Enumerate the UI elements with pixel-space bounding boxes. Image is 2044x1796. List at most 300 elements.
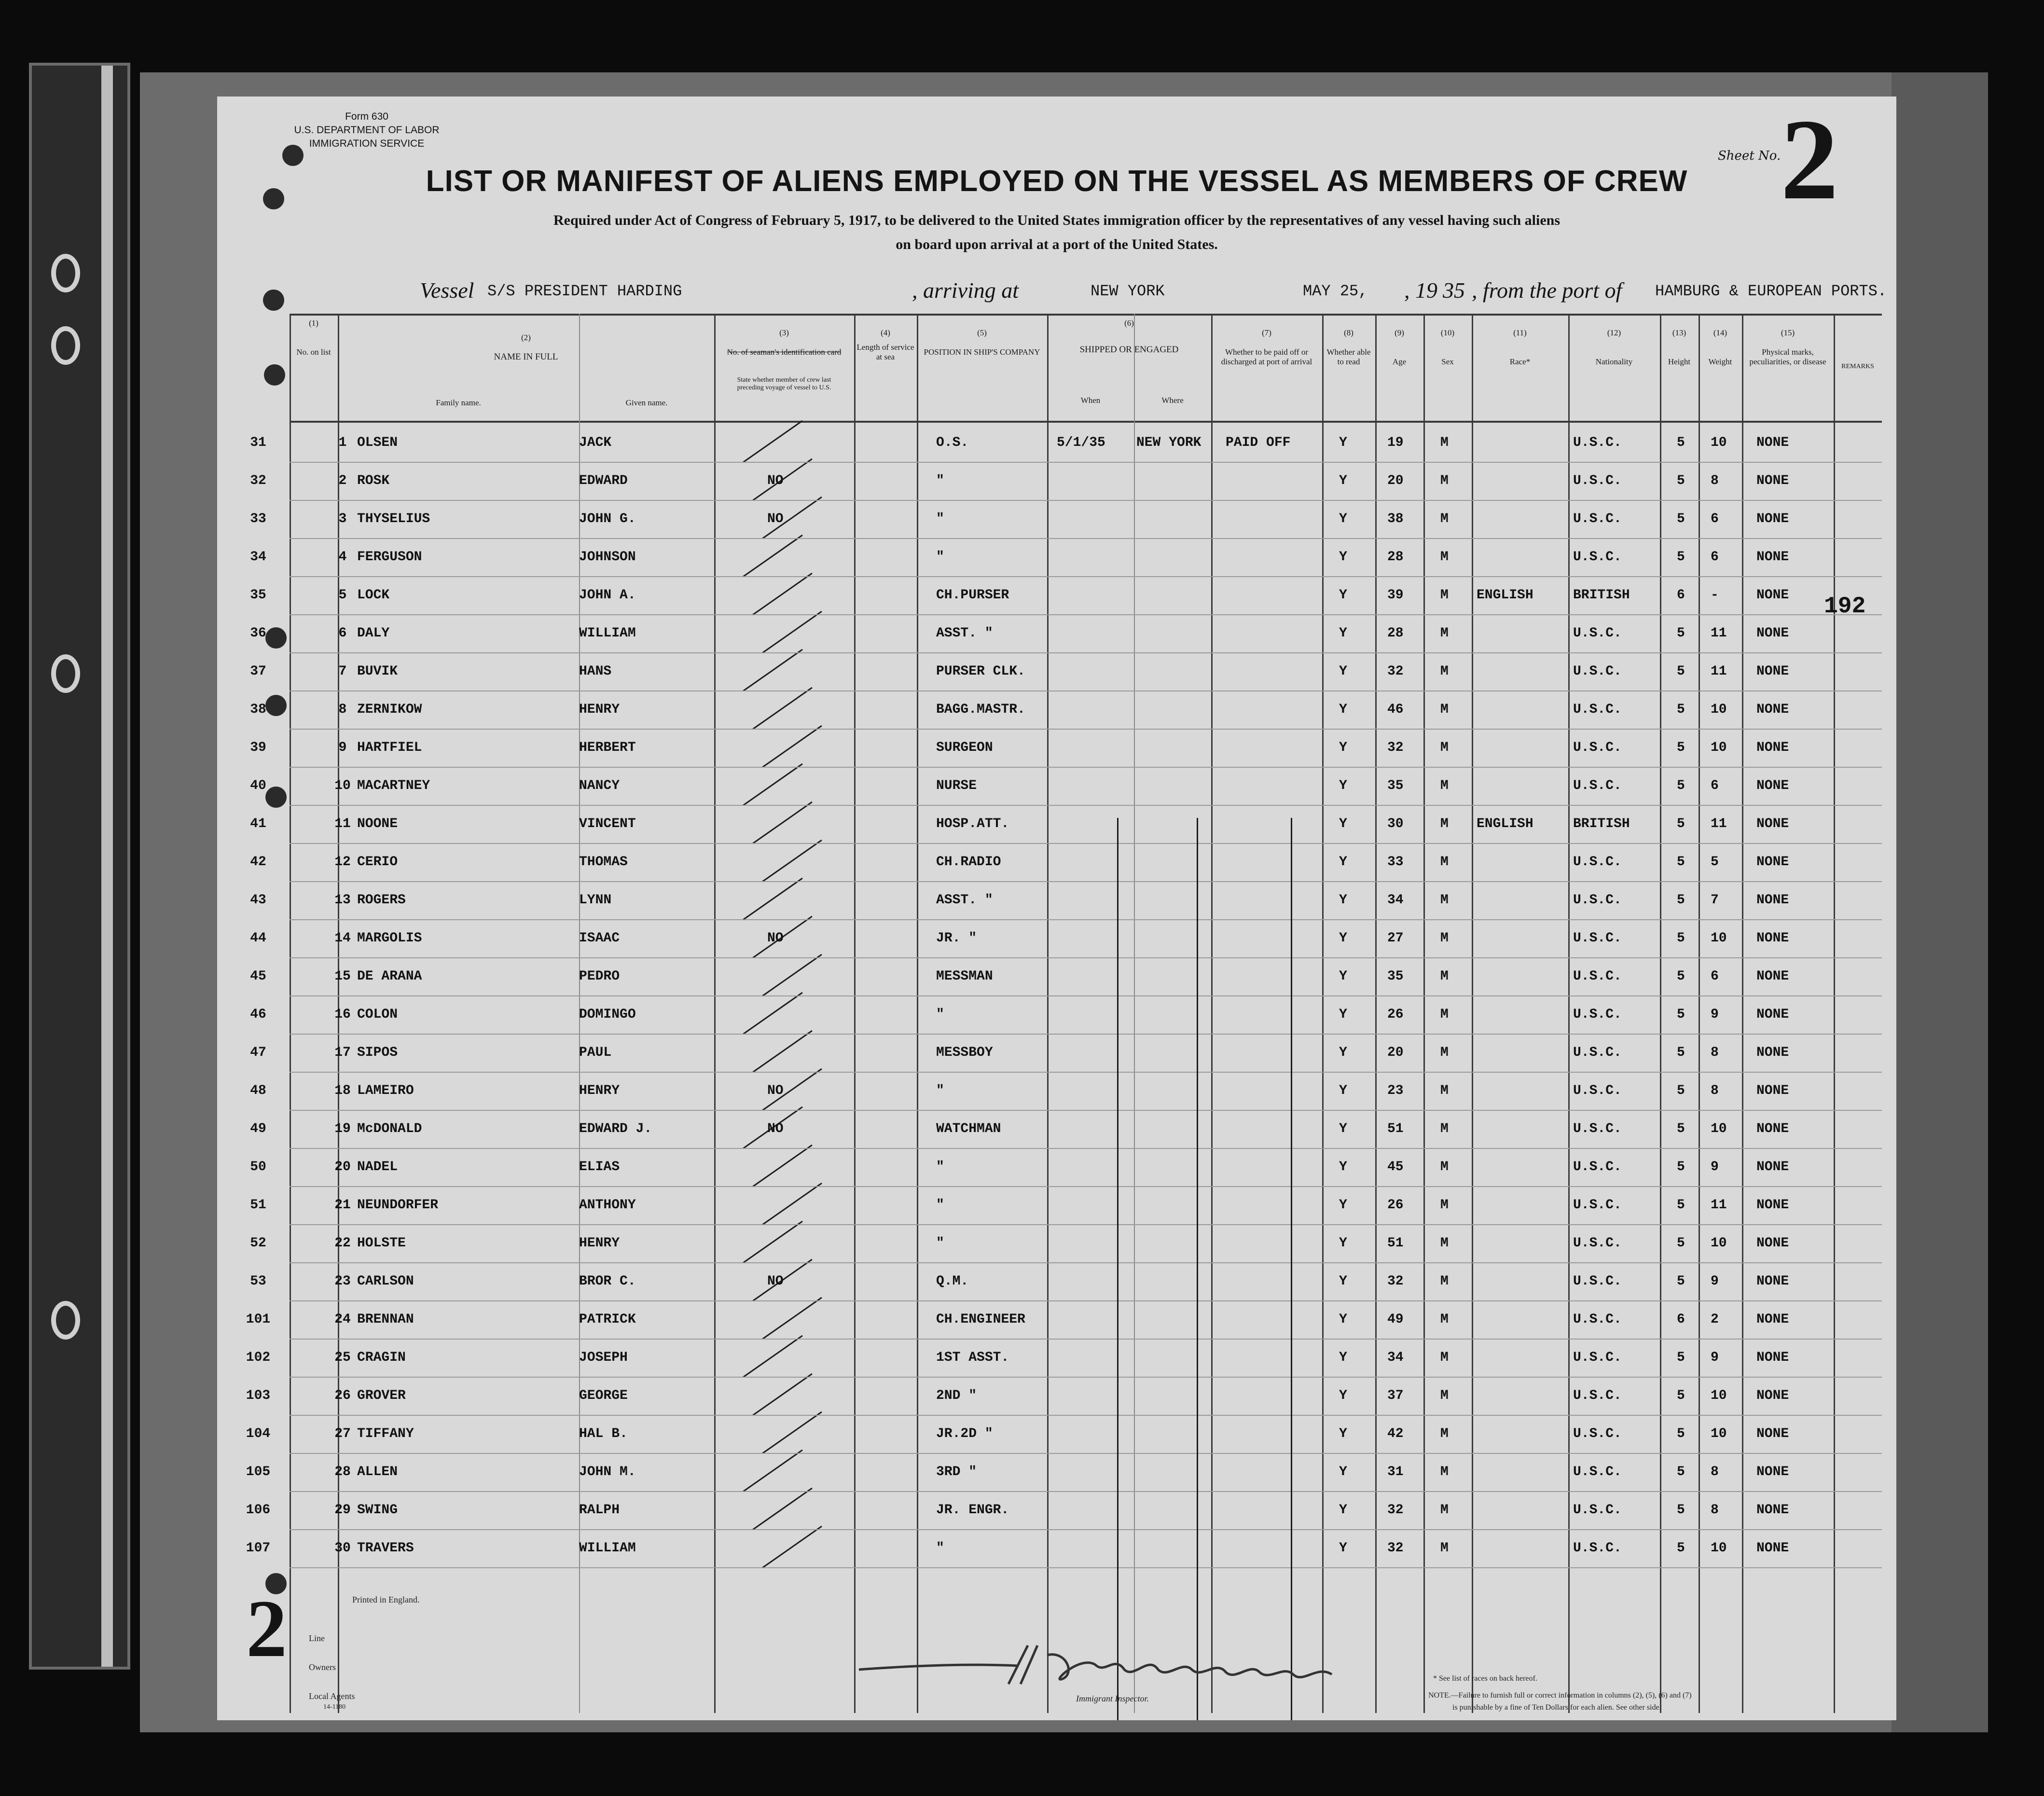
table-row	[250, 768, 1882, 806]
col-header-able-to-read: Whether able to read	[1326, 347, 1371, 366]
row-no-on-list: 29	[334, 1503, 351, 1518]
row-age: 26	[1387, 1007, 1404, 1022]
row-height: 5	[1677, 1541, 1685, 1556]
row-given-name: GEORGE	[579, 1388, 628, 1403]
binder-strip	[29, 63, 130, 1670]
row-able-to-read: Y	[1339, 626, 1347, 641]
row-position: "	[936, 1541, 944, 1556]
row-physical-marks: NONE	[1756, 1083, 1789, 1098]
row-position: JR.2D "	[936, 1426, 993, 1441]
row-able-to-read: Y	[1339, 702, 1347, 717]
row-sex: M	[1440, 893, 1449, 908]
col-header-family-name: Family name.	[436, 398, 481, 407]
row-nationality: U.S.C.	[1573, 1426, 1622, 1441]
table-row	[246, 1492, 1882, 1530]
row-physical-marks: NONE	[1756, 550, 1789, 565]
row-able-to-read: Y	[1339, 969, 1347, 984]
col-14-number: (14)	[1713, 328, 1727, 337]
row-physical-marks: NONE	[1756, 1350, 1789, 1365]
local-agents-label: Local Agents	[309, 1691, 355, 1701]
row-nationality: U.S.C.	[1573, 1121, 1622, 1136]
row-sex: M	[1440, 969, 1449, 984]
row-family-name: TIFFANY	[357, 1426, 414, 1441]
row-line-number: 52	[250, 1236, 266, 1251]
row-nationality: U.S.C.	[1573, 702, 1622, 717]
ditto-line-paid	[1291, 818, 1292, 1720]
row-nationality: BRITISH	[1573, 588, 1630, 603]
row-family-name: ZERNIKOW	[357, 702, 422, 717]
row-given-name: LYNN	[579, 893, 612, 908]
row-family-name: HARTFIEL	[357, 740, 422, 755]
row-given-name: THOMAS	[579, 855, 628, 870]
row-weight: 10	[1711, 435, 1727, 450]
row-able-to-read: Y	[1339, 1121, 1347, 1136]
row-line-number: 44	[250, 931, 266, 946]
row-able-to-read: Y	[1339, 1045, 1347, 1060]
row-height: 6	[1677, 1312, 1685, 1327]
table-row	[246, 1378, 1882, 1416]
row-family-name: HOLSTE	[357, 1236, 406, 1251]
row-given-name: JOHN M.	[579, 1464, 636, 1479]
header-top-rule	[290, 314, 1882, 316]
row-sex: M	[1440, 626, 1449, 641]
row-age: 45	[1387, 1160, 1404, 1174]
row-height: 5	[1677, 511, 1685, 526]
row-physical-marks: NONE	[1756, 1007, 1789, 1022]
row-age: 35	[1387, 969, 1404, 984]
binder-edge	[101, 66, 113, 1667]
row-physical-marks: NONE	[1756, 664, 1789, 679]
row-able-to-read: Y	[1339, 855, 1347, 870]
row-height: 5	[1677, 778, 1685, 793]
subtitle-line-2: on board upon arrival at a port of the United States.	[896, 236, 1218, 252]
owners-label: Owners	[309, 1662, 336, 1672]
row-line-number: 46	[250, 1007, 266, 1022]
row-physical-marks: NONE	[1756, 969, 1789, 984]
row-sex: M	[1440, 588, 1449, 603]
row-given-name: WILLIAM	[579, 626, 636, 641]
col-header-name-in-full: NAME IN FULL	[494, 352, 558, 362]
row-weight: 6	[1711, 778, 1719, 793]
col-7-number: (7)	[1262, 328, 1271, 337]
row-rule	[290, 1567, 1882, 1568]
row-height: 5	[1677, 1198, 1685, 1213]
row-line-number: 31	[250, 435, 266, 450]
row-line-number: 43	[250, 893, 266, 908]
row-position: "	[936, 473, 944, 488]
row-age: 19	[1387, 435, 1404, 450]
col-header-given-name: Given name.	[625, 398, 668, 407]
row-given-name: HENRY	[579, 1083, 620, 1098]
row-height: 5	[1677, 893, 1685, 908]
row-weight: 11	[1711, 626, 1727, 641]
row-nationality: U.S.C.	[1573, 969, 1622, 984]
row-sex: M	[1440, 931, 1449, 946]
row-no-on-list: 19	[334, 1121, 351, 1136]
row-previous-voyage: NO	[767, 1121, 784, 1136]
row-line-number: 33	[250, 511, 266, 526]
row-line-number: 105	[246, 1464, 271, 1479]
col-15-number: (15)	[1781, 328, 1795, 337]
table-row	[250, 691, 1882, 730]
row-position: SURGEON	[936, 740, 993, 755]
row-physical-marks: NONE	[1756, 855, 1789, 870]
row-age: 32	[1387, 1541, 1404, 1556]
row-weight: 8	[1711, 1464, 1719, 1479]
row-nationality: U.S.C.	[1573, 1274, 1622, 1289]
row-line-number: 51	[250, 1198, 266, 1213]
row-nationality: U.S.C.	[1573, 511, 1622, 526]
col-header-nationality: Nationality	[1595, 357, 1633, 366]
row-given-name: VINCENT	[579, 816, 636, 831]
row-nationality: U.S.C.	[1573, 1007, 1622, 1022]
binder-ring	[51, 654, 80, 693]
row-weight: 10	[1711, 931, 1727, 946]
row-sex: M	[1440, 435, 1449, 450]
row-physical-marks: NONE	[1756, 1121, 1789, 1136]
row-family-name: TRAVERS	[357, 1541, 414, 1556]
row-no-on-list: 23	[334, 1274, 351, 1289]
table-row	[250, 958, 1882, 996]
col-header-sex: Sex	[1441, 357, 1454, 366]
row-age: 32	[1387, 740, 1404, 755]
row-family-name: BRENNAN	[357, 1312, 414, 1327]
vessel-line	[420, 277, 1887, 306]
row-able-to-read: Y	[1339, 1160, 1347, 1174]
row-family-name: SWING	[357, 1503, 398, 1518]
row-nationality: U.S.C.	[1573, 1464, 1622, 1479]
row-age: 38	[1387, 511, 1404, 526]
row-position: "	[936, 1007, 944, 1022]
row-age: 31	[1387, 1464, 1404, 1479]
row-line-number: 35	[250, 588, 266, 603]
row-given-name: ANTHONY	[579, 1198, 636, 1213]
row-no-on-list: 14	[334, 931, 351, 946]
row-position: BAGG.MASTR.	[936, 702, 1025, 717]
inspector-label: Immigrant Inspector.	[1076, 1694, 1149, 1703]
table-row	[250, 844, 1882, 882]
row-sex: M	[1440, 1160, 1449, 1174]
row-position: "	[936, 550, 944, 565]
row-no-on-list: 18	[334, 1083, 351, 1098]
row-race: ENGLISH	[1477, 588, 1533, 603]
table-row	[246, 1530, 1882, 1568]
row-no-on-list: 11	[334, 816, 351, 831]
back-page-edge	[1892, 72, 1988, 1732]
row-family-name: ROSK	[357, 473, 390, 488]
row-line-number: 107	[246, 1541, 271, 1556]
table-row	[250, 1263, 1882, 1301]
row-age: 20	[1387, 1045, 1404, 1060]
col-header-shipped-or-engaged: SHIPPED OR ENGAGED	[1079, 345, 1179, 355]
row-given-name: BROR C.	[579, 1274, 636, 1289]
row-given-name: PATRICK	[579, 1312, 636, 1327]
row-height: 5	[1677, 1160, 1685, 1174]
row-position: MESSBOY	[936, 1045, 993, 1060]
row-able-to-read: Y	[1339, 435, 1347, 450]
row-shipped-when: 5/1/35	[1057, 435, 1105, 450]
row-no-on-list: 7	[338, 664, 347, 679]
row-sex: M	[1440, 550, 1449, 565]
row-weight: 10	[1711, 1388, 1727, 1403]
row-age: 51	[1387, 1236, 1404, 1251]
row-weight: 9	[1711, 1350, 1719, 1365]
row-family-name: CRAGIN	[357, 1350, 406, 1365]
row-sex: M	[1440, 1503, 1449, 1518]
row-nationality: U.S.C.	[1573, 1198, 1622, 1213]
row-able-to-read: Y	[1339, 1464, 1347, 1479]
row-no-on-list: 10	[334, 778, 351, 793]
row-height: 5	[1677, 626, 1685, 641]
col-header-age: Age	[1392, 357, 1407, 366]
row-height: 5	[1677, 702, 1685, 717]
row-no-on-list: 15	[334, 969, 351, 984]
table-row	[246, 1454, 1882, 1492]
row-height: 5	[1677, 1388, 1685, 1403]
row-nationality: U.S.C.	[1573, 1045, 1622, 1060]
row-weight: 11	[1711, 664, 1727, 679]
row-weight: 7	[1711, 893, 1719, 908]
row-height: 5	[1677, 855, 1685, 870]
row-position: "	[936, 1198, 944, 1213]
row-physical-marks: NONE	[1756, 1426, 1789, 1441]
row-sex: M	[1440, 1007, 1449, 1022]
row-weight: 6	[1711, 550, 1719, 565]
col-header-physical-marks: Physical marks, peculiarities, or disease	[1749, 347, 1826, 366]
row-family-name: NEUNDORFER	[357, 1198, 439, 1213]
row-given-name: HENRY	[579, 702, 620, 717]
department-name: U.S. DEPARTMENT OF LABOR	[294, 124, 440, 136]
row-line-number: 36	[250, 626, 266, 641]
row-given-name: JOHNSON	[579, 550, 636, 565]
col-12-number: (12)	[1607, 328, 1621, 337]
row-position: 2ND "	[936, 1388, 977, 1403]
vessel-name: S/S PRESIDENT HARDING	[487, 282, 682, 300]
row-weight: 9	[1711, 1274, 1719, 1289]
row-no-on-list: 30	[334, 1541, 351, 1556]
row-physical-marks: NONE	[1756, 893, 1789, 908]
row-height: 5	[1677, 473, 1685, 488]
row-position: ASST. "	[936, 893, 993, 908]
row-previous-voyage: NO	[767, 1274, 784, 1289]
col-header-height: Height	[1668, 357, 1691, 366]
page-title: LIST OR MANIFEST OF ALIENS EMPLOYED ON THE VESSEL AS MEMBERS OF CREW	[426, 165, 1688, 198]
table-row	[250, 1111, 1882, 1149]
row-physical-marks: NONE	[1756, 1388, 1789, 1403]
row-able-to-read: Y	[1339, 931, 1347, 946]
table-row	[250, 730, 1882, 768]
row-no-on-list: 24	[334, 1312, 351, 1327]
row-physical-marks: NONE	[1756, 1464, 1789, 1479]
col-header-length-of-service: Length of service at sea	[856, 343, 914, 361]
table-row	[246, 1416, 1882, 1454]
row-sex: M	[1440, 778, 1449, 793]
col-header-when: When	[1080, 396, 1101, 405]
row-position: MESSMAN	[936, 969, 993, 984]
row-position: HOSP.ATT.	[936, 816, 1009, 831]
row-sex: M	[1440, 702, 1449, 717]
arriving-label: , arriving at	[912, 278, 1019, 303]
row-height: 5	[1677, 816, 1685, 831]
table-row	[246, 1340, 1882, 1378]
row-position: JR. ENGR.	[936, 1503, 1009, 1518]
row-weight: 5	[1711, 855, 1719, 870]
row-able-to-read: Y	[1339, 1236, 1347, 1251]
row-able-to-read: Y	[1339, 1007, 1347, 1022]
row-line-number: 41	[250, 816, 266, 831]
row-height: 5	[1677, 1045, 1685, 1060]
row-line-number: 39	[250, 740, 266, 755]
row-able-to-read: Y	[1339, 1083, 1347, 1098]
col-5-number: (5)	[977, 328, 987, 337]
row-no-on-list: 20	[334, 1160, 351, 1174]
row-able-to-read: Y	[1339, 1198, 1347, 1213]
row-given-name: ELIAS	[579, 1160, 620, 1174]
footer-big-number: 2	[246, 1583, 287, 1674]
arrival-year: 35	[1443, 278, 1465, 303]
row-able-to-read: Y	[1339, 588, 1347, 603]
row-no-on-list: 12	[334, 855, 351, 870]
row-sex: M	[1440, 1236, 1449, 1251]
row-physical-marks: NONE	[1756, 1045, 1789, 1060]
row-height: 5	[1677, 931, 1685, 946]
row-no-on-list: 2	[338, 473, 347, 488]
sheet-number: 2	[1781, 97, 1838, 223]
row-position: "	[936, 1083, 944, 1098]
row-sex: M	[1440, 1083, 1449, 1098]
row-family-name: BUVIK	[357, 664, 398, 679]
row-height: 5	[1677, 969, 1685, 984]
row-physical-marks: NONE	[1756, 1236, 1789, 1251]
row-age: 26	[1387, 1198, 1404, 1213]
row-weight: -	[1711, 588, 1719, 603]
row-sex: M	[1440, 816, 1449, 831]
footer-note-1: NOTE.—Failure to furnish full or correct information in columns (2), (5), (6) and (7)	[1428, 1691, 1692, 1699]
remarks-value: 192	[1824, 594, 1866, 620]
row-physical-marks: NONE	[1756, 1312, 1789, 1327]
row-family-name: CARLSON	[357, 1274, 414, 1289]
row-height: 5	[1677, 435, 1685, 450]
row-line-number: 38	[250, 702, 266, 717]
table-row	[250, 882, 1882, 920]
line-label: Line	[309, 1633, 325, 1643]
row-line-number: 102	[246, 1350, 271, 1365]
row-position: CH.ENGINEER	[936, 1312, 1025, 1327]
row-physical-marks: NONE	[1756, 702, 1789, 717]
row-weight: 11	[1711, 816, 1727, 831]
row-family-name: DE ARANA	[357, 969, 422, 984]
row-able-to-read: Y	[1339, 473, 1347, 488]
row-able-to-read: Y	[1339, 1388, 1347, 1403]
row-able-to-read: Y	[1339, 778, 1347, 793]
row-family-name: NOONE	[357, 816, 398, 831]
row-previous-voyage: NO	[767, 931, 784, 946]
row-position: ASST. "	[936, 626, 993, 641]
row-no-on-list: 21	[334, 1198, 351, 1213]
col-2-number: (2)	[521, 333, 531, 342]
row-line-number: 42	[250, 855, 266, 870]
row-height: 5	[1677, 1464, 1685, 1479]
form-code: 14-1180	[323, 1703, 346, 1711]
row-line-number: 45	[250, 969, 266, 984]
row-line-number: 50	[250, 1160, 266, 1174]
row-position: PURSER CLK.	[936, 664, 1025, 679]
row-sex: M	[1440, 473, 1449, 488]
row-age: 23	[1387, 1083, 1404, 1098]
row-weight: 8	[1711, 473, 1719, 488]
service-name: IMMIGRATION SERVICE	[309, 138, 425, 149]
row-position: JR. "	[936, 931, 977, 946]
row-height: 5	[1677, 1350, 1685, 1365]
table-row	[250, 577, 1882, 615]
row-position: CH.PURSER	[936, 588, 1009, 603]
row-age: 51	[1387, 1121, 1404, 1136]
row-given-name: HAL B.	[579, 1426, 628, 1441]
row-weight: 11	[1711, 1198, 1727, 1213]
row-no-on-list: 17	[334, 1045, 351, 1060]
row-sex: M	[1440, 1350, 1449, 1365]
row-given-name: WILLIAM	[579, 1541, 636, 1556]
row-able-to-read: Y	[1339, 816, 1347, 831]
row-position: O.S.	[936, 435, 969, 450]
row-line-number: 49	[250, 1121, 266, 1136]
row-nationality: U.S.C.	[1573, 1388, 1622, 1403]
row-nationality: U.S.C.	[1573, 778, 1622, 793]
row-sex: M	[1440, 1045, 1449, 1060]
row-family-name: McDONALD	[357, 1121, 422, 1136]
row-sex: M	[1440, 1464, 1449, 1479]
printed-note: Printed in England.	[352, 1595, 420, 1604]
col-6-number: (6)	[1124, 318, 1134, 328]
row-sex: M	[1440, 664, 1449, 679]
table-row	[250, 920, 1882, 958]
row-sex: M	[1440, 1312, 1449, 1327]
row-no-on-list: 3	[338, 511, 347, 526]
sheet-number-label: Sheet No.	[1718, 149, 1781, 163]
row-height: 5	[1677, 1426, 1685, 1441]
row-physical-marks: NONE	[1756, 1541, 1789, 1556]
row-height: 5	[1677, 1236, 1685, 1251]
row-no-on-list: 27	[334, 1426, 351, 1441]
row-sex: M	[1440, 511, 1449, 526]
row-weight: 8	[1711, 1083, 1719, 1098]
row-position: 3RD "	[936, 1464, 977, 1479]
row-able-to-read: Y	[1339, 740, 1347, 755]
row-age: 33	[1387, 855, 1404, 870]
row-given-name: EDWARD J.	[579, 1121, 652, 1136]
row-race: ENGLISH	[1477, 816, 1533, 831]
table-row	[250, 615, 1882, 653]
row-nationality: U.S.C.	[1573, 664, 1622, 679]
row-age: 37	[1387, 1388, 1404, 1403]
vessel-label: Vessel	[420, 278, 474, 303]
row-position: Q.M.	[936, 1274, 969, 1289]
row-weight: 8	[1711, 1503, 1719, 1518]
row-position: CH.RADIO	[936, 855, 1001, 870]
table-row	[250, 1187, 1882, 1225]
row-physical-marks: NONE	[1756, 435, 1789, 450]
row-line-number: 48	[250, 1083, 266, 1098]
row-height: 5	[1677, 664, 1685, 679]
row-nationality: U.S.C.	[1573, 893, 1622, 908]
row-no-on-list: 25	[334, 1350, 351, 1365]
row-height: 6	[1677, 588, 1685, 603]
row-no-on-list: 13	[334, 893, 351, 908]
row-sex: M	[1440, 740, 1449, 755]
row-age: 30	[1387, 816, 1404, 831]
col-header-paid-off: Whether to be paid off or discharged at port of arrival	[1221, 347, 1312, 366]
row-age: 34	[1387, 893, 1404, 908]
